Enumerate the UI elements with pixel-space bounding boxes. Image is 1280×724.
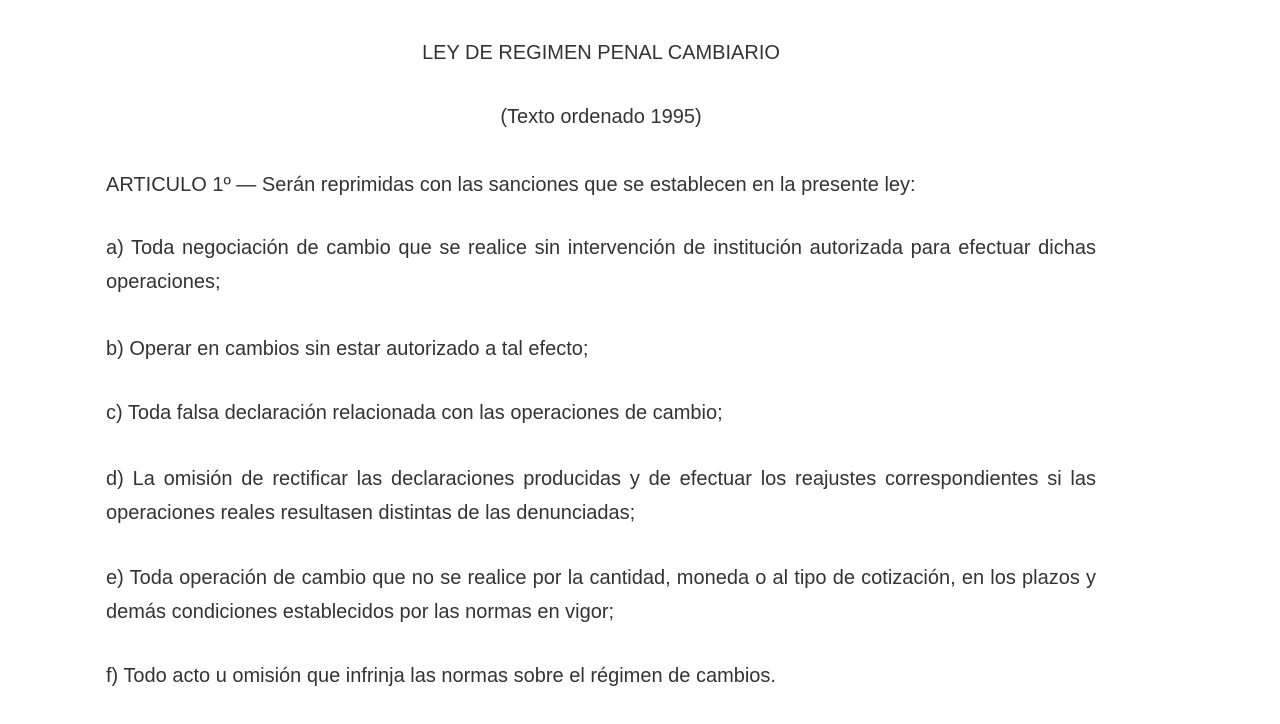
- article-item-b: b) Operar en cambios sin estar autorizado a tal efecto;: [106, 338, 589, 360]
- document-title: LEY DE REGIMEN PENAL CAMBIARIO: [422, 42, 780, 64]
- article-item-d: d) La omisión de rectificar las declaraciones producidas y de efectuar los reajustes correspondientes si las operaciones reales resultasen distintas de las denunciadas;: [106, 468, 1096, 524]
- article-intro: ARTICULO 1º — Serán reprimidas con las sanciones que se establecen en la presente ley:: [106, 174, 916, 196]
- article-item-c: c) Toda falsa declaración relacionada con las operaciones de cambio;: [106, 402, 723, 424]
- article-item-e: e) Toda operación de cambio que no se realice por la cantidad, moneda o al tipo de cotización, en los plazos y demás condiciones establecidos por las normas en vigor;: [106, 567, 1096, 623]
- document-subtitle: (Texto ordenado 1995): [500, 106, 702, 128]
- article-item-f: f) Todo acto u omisión que infrinja las normas sobre el régimen de cambios.: [106, 665, 776, 687]
- article-item-a: a) Toda negociación de cambio que se realice sin intervención de institución autorizada para efectuar dichas operaciones;: [106, 237, 1096, 293]
